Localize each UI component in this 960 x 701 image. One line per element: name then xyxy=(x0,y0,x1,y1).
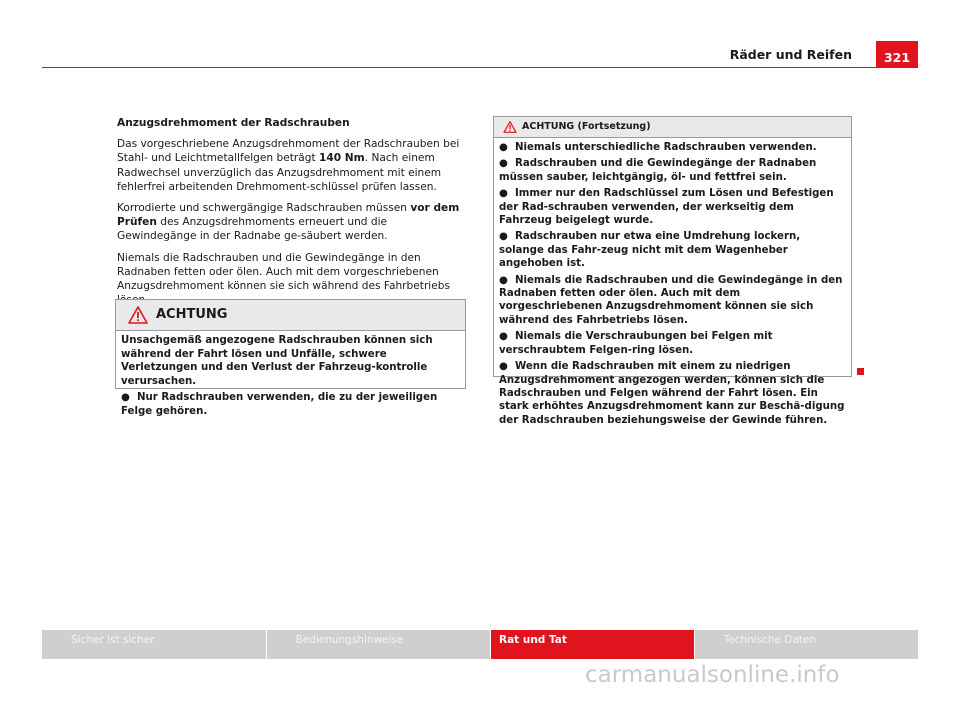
list-item: ● Immer nur den Radschlüssel zum Lösen und Befestigen der Rad-schrauben verwenden, der werkseitig dem Fahrzeug beigelegt wurde. xyxy=(499,188,834,227)
paragraph-grease: Niemals die Radschrauben und die Gewindegänge in den Radnaben fetten oder ölen. Auch mit dem vorgeschriebenen Anzugsdrehmoment können sie sich während des Fahrbetriebs xyxy=(117,251,450,293)
section-end-marker xyxy=(857,368,864,375)
left-column xyxy=(117,116,469,314)
list-item: ● Wenn die Radschrauben mit einem zu niedrigen Anzugsdrehmoment angezogen werden, können sich die Radschrauben und Felgen während der Fahrt lösen. Ein stark erhöhtes Anzugsdrehmoment kann zur Beschä-digung der Radschrauben beziehungsweise der Gewinde führen. xyxy=(499,361,845,426)
page-number: 321 xyxy=(876,41,918,68)
section-heading: Anzugsdrehmoment der Radschrauben xyxy=(117,117,350,129)
warning-body xyxy=(116,331,465,418)
tab-bedienungshinweise[interactable]: Bedienungshinweise xyxy=(266,630,491,659)
warning-triangle-icon xyxy=(128,306,148,324)
warning-header xyxy=(116,300,465,331)
warning-title: ACHTUNG xyxy=(156,306,228,322)
paragraph-torque: Das vorgeschriebene Anzugsdrehmoment der Radschrauben bei Stahl- und Leichtmetallfelgen beträgt 140 Nm. Nach einem Radwechsel unverzüglich das Anzugsdrehmoment mit einem fehlerfrei arbeitenden Drehmoment-schlüssel prüfen lassen. xyxy=(117,138,460,193)
list-item: ● Niemals die Verschraubungen bei Felgen mit verschraubtem Felgen-ring lösen. xyxy=(499,331,773,356)
tab-rat-und-tat[interactable]: Rat und Tat xyxy=(490,630,694,659)
list-item: ● Radschrauben und die Gewindegänge der Radnaben müssen sauber, leichtgängig, öl- und fettfrei sein. xyxy=(499,158,817,183)
warning-text: Unsachgemäß angezogene Radschrauben können sich während der Fahrt lösen und Unfälle, schwere Verletzungen und den Verlust der Fahrzeug-kontrolle verursachen. xyxy=(121,335,433,387)
watermark: carmanualsonline.info xyxy=(585,662,840,688)
warning-box xyxy=(115,299,466,417)
warning-continued-box xyxy=(493,116,852,426)
warning-triangle-icon xyxy=(503,121,517,133)
tab-technische-daten[interactable]: Technische Daten xyxy=(694,630,919,659)
warning-continued-body xyxy=(494,138,851,427)
footer-nav xyxy=(42,630,918,659)
warning-continued-header xyxy=(494,117,851,138)
warning-continued-title: ACHTUNG (Fortsetzung) xyxy=(522,120,651,132)
chapter-title: Räder und Reifen xyxy=(729,47,852,62)
header-rule xyxy=(42,67,918,68)
warning-bullet: ● Nur Radschrauben verwenden, die zu der jeweiligen Felge gehören. xyxy=(121,392,438,417)
list-item: ● Niemals unterschiedliche Radschrauben verwenden. xyxy=(499,142,817,153)
list-item: ● Niemals die Radschrauben und die Gewindegänge in den Radnaben fetten oder ölen. Auch mit dem vorgeschriebenen Anzugsdrehmoment können sie sich während des Fahrbetriebs lösen. xyxy=(499,274,843,326)
list-item: ● Radschrauben nur etwa eine Umdrehung lockern, solange das Fahr-zeug nicht mit dem Wagenheber angehoben ist. xyxy=(499,231,801,270)
tab-sicher-ist-sicher[interactable]: Sicher ist sicher xyxy=(42,630,266,659)
paragraph-corroded: Korrodierte und schwergängige Radschrauben müssen vor dem Prüfen des Anzugsdrehmoments erneuert und die Gewindegänge in der Radnabe ge-säubert werden. xyxy=(117,202,460,243)
